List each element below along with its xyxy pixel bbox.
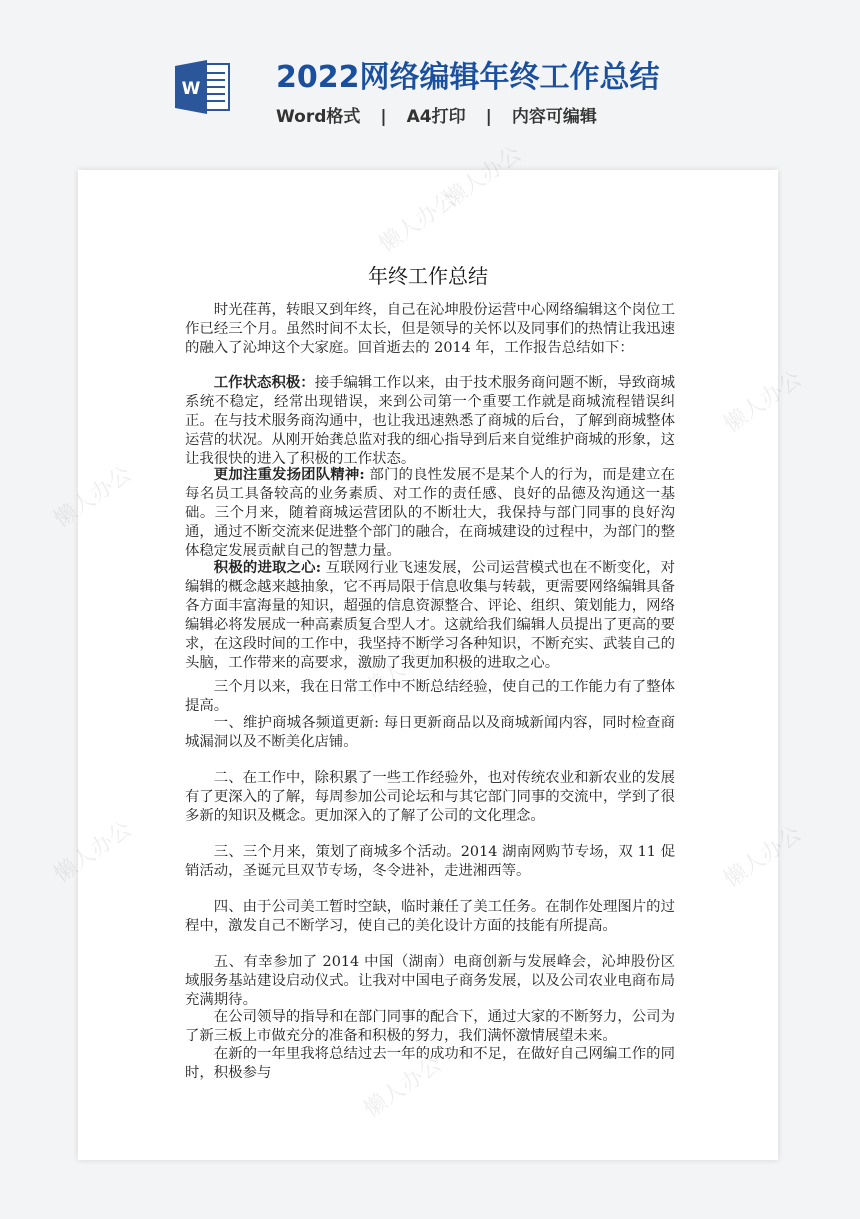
paragraph: 更加注重发扬团队精神: 部门的良性发展不是某个人的行为，而是建立在每名员工具备较高的业务素质、对工作的责任感、良好的品德及沟通这一基础。三个月来，随着商城运营团队的不断壮大，我保持与部门同事的良好沟通，通过不断交流来促进整个部门的融合，在商城建设的过程中，为部门的整体稳定发展贡献自己的智慧力量。	[185, 466, 675, 559]
watermark: 懒人办公	[359, 631, 447, 703]
paragraph: 五、有幸参加了 2014 中国（湖南）电商创新与发展峰会，沁坤股份区域服务基站建设启动仪式。让我对中国电子商务发展，以及公司农业电商布局充满期待。	[185, 954, 675, 1008]
paragraph: 时光荏苒，转眼又到年终，自己在沁坤股份运营中心网络编辑这个岗位工作已经三个月。虽然时间不太长，但是领导的关怀以及同事们的热情让我迅速的融入了沁坤这个大家庭。回首逝去的 2014 年，工作报告总结如下：	[185, 302, 675, 356]
feature-tags	[276, 102, 597, 127]
watermark: 懒人办公	[49, 816, 137, 888]
paragraph-lead: 积极的进取之心:	[213, 559, 322, 576]
paragraph: 工作状态积极：接手编辑工作以来，由于技术服务商问题不断，导致商城系统不稳定，经常出现错误，来到公司第一个重要工作就是商城流程错误纠正。在与技术服务商沟通中，也让我迅速熟悉了商城的后台，了解到商城整体运营的状况。从刚开始龚总监对我的细心指导到后来自觉维护商城的形象，这让我很快的进入了积极的工作状态。	[185, 374, 675, 467]
word-document-icon	[175, 60, 231, 114]
paragraph: 积极的进取之心: 互联网行业飞速发展，公司运营模式也在不断变化，对编辑的概念越来越抽象，它不再局限于信息收集与转载，更需要网络编辑具备各方面丰富海量的知识，超强的信息资源整合、评论、组织、策划能力，网络编辑必将发展成一种高素质复合型人才。这就给我们编辑人员提出了更高的要求，在这段时间的工作中，我坚持不断学习各种知识，不断充实、武装自己的头脑，工作带来的高要求，激励了我更加积极的进取之心。	[185, 559, 675, 671]
watermark: 懒人办公	[49, 461, 137, 533]
tag-word-format: Word格式	[276, 107, 361, 127]
paragraph: 在新的一年里我将总结过去一年的成功和不足，在做好自己网编工作的同时，积极参与	[185, 1046, 675, 1081]
paragraph: 一、维护商城各频道更新: 每日更新商品以及商城新闻内容，同时检查商城漏洞以及不断美化店铺。	[185, 715, 675, 750]
watermark: 懒人办公	[374, 186, 462, 258]
tag-editable: 内容可编辑	[511, 107, 597, 127]
paragraph: 在公司领导的指导和在部门同事的配合下，通过大家的不断努力，公司为了新三板上市做充分的准备和积极的努力，我们满怀激情展望未来。	[185, 1009, 675, 1044]
word-icon-letter: W	[181, 79, 201, 99]
document-page	[49, 141, 807, 1160]
watermark: 懒人办公	[719, 366, 807, 438]
paragraph: 三个月以来，我在日常工作中不断总结经验，使自己的工作能力有了整体提高。	[185, 679, 675, 714]
document-title: 年终工作总结	[368, 264, 488, 288]
paragraph-lead: 更加注重发扬团队精神:	[213, 466, 365, 483]
paragraph: 三、三个月来，策划了商城多个活动。2014 湖南网购节专场，双 11 促销活动，圣诞元旦双节专场，冬令进补，走进湘西等。	[185, 844, 675, 879]
separator: |	[485, 107, 492, 127]
tag-a4-print: A4打印	[406, 107, 466, 127]
page-title: 2022网络编辑年终工作总结	[276, 60, 660, 95]
paragraph: 四、由于公司美工暂时空缺，临时兼任了美工任务。在制作处理图片的过程中，激发自己不断学习，使自己的美化设计方面的技能有所提高。	[185, 899, 675, 934]
watermark: 懒人办公	[719, 821, 807, 893]
separator: |	[380, 107, 387, 127]
watermark: 懒人办公	[439, 141, 527, 213]
paragraph: 二、在工作中，除积累了一些工作经验外，也对传统农业和新农业的发展有了更深入的了解，每周参加公司论坛和与其它部门同事的交流中，学到了很多新的知识及概念。更加深入的了解了公司的文化理念。	[185, 770, 675, 824]
paragraph-lead: 工作状态积极：	[213, 374, 315, 391]
watermark: 懒人办公	[359, 1051, 447, 1123]
